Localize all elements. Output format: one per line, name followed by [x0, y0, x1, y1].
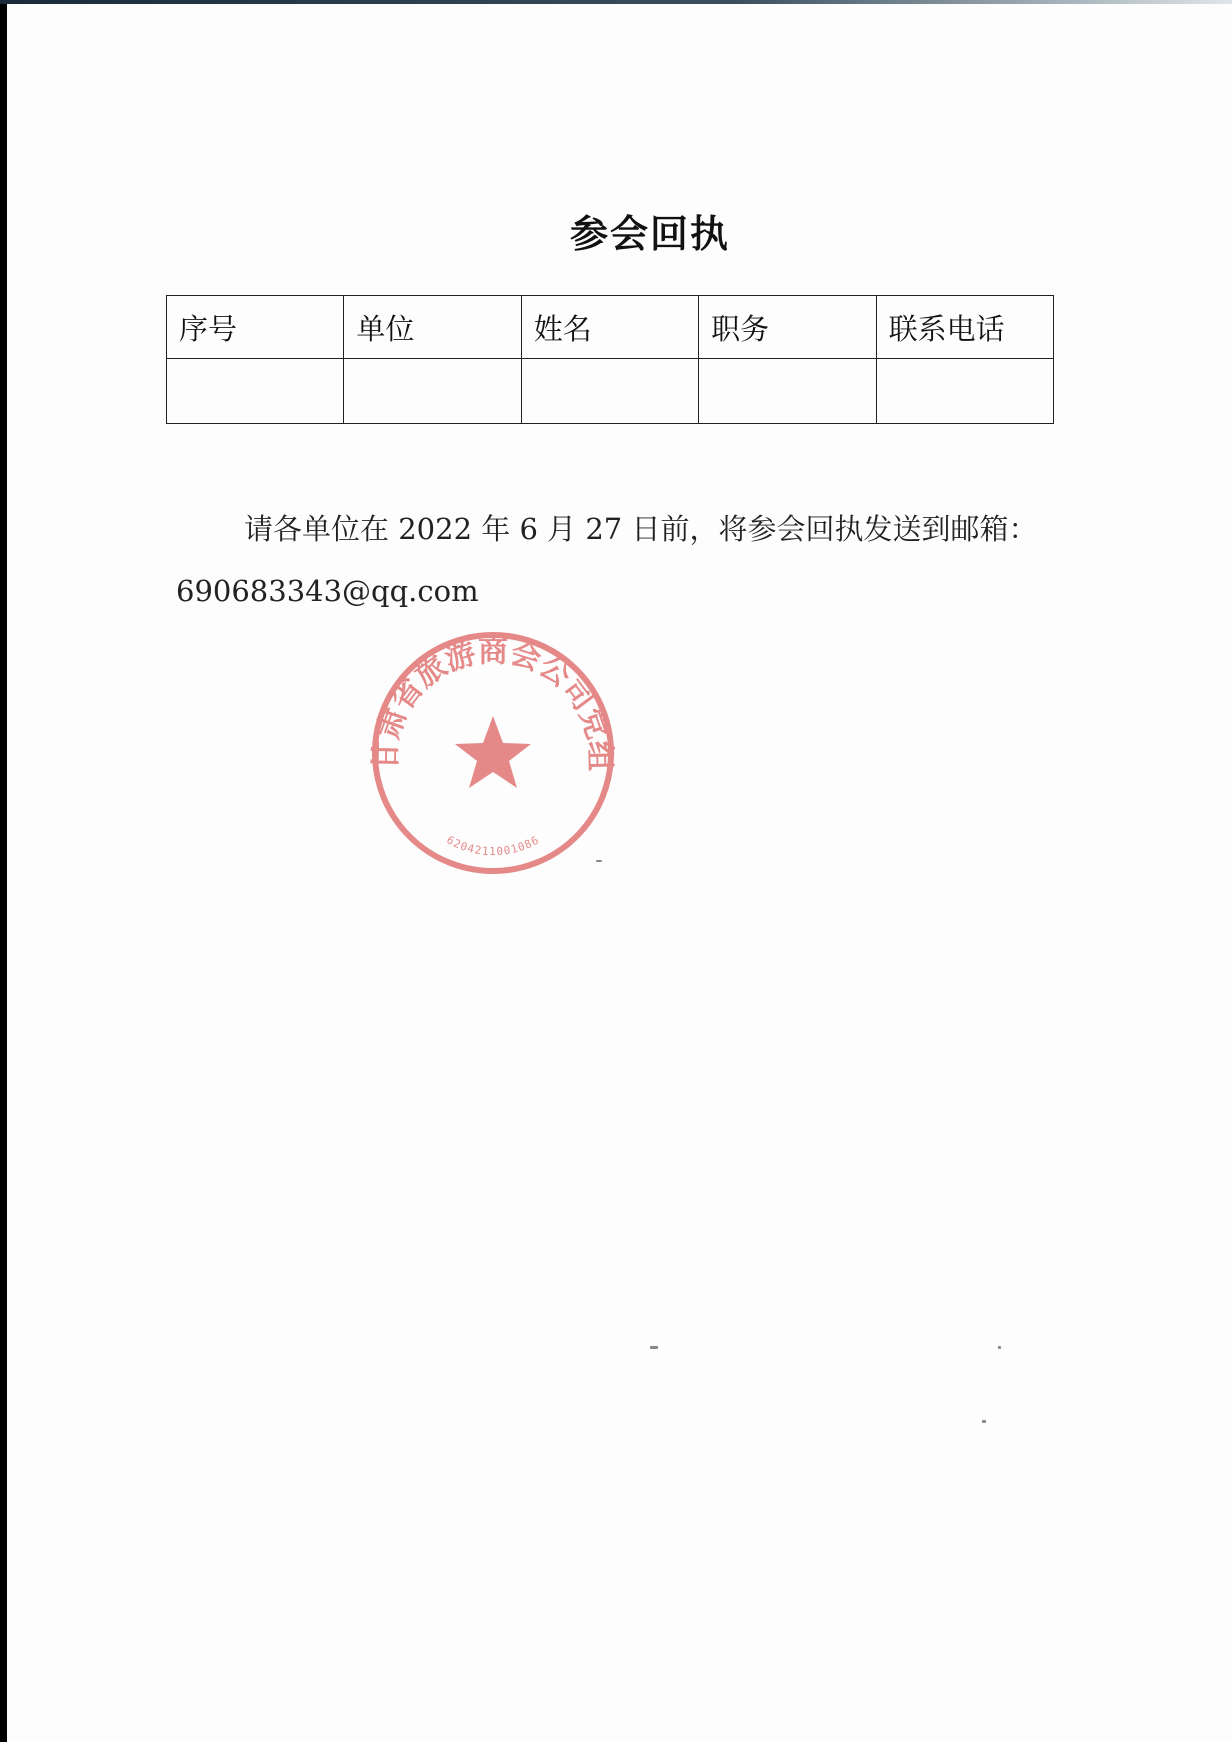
scan-speck [998, 1346, 1001, 1349]
header-position: 职务 [699, 296, 876, 359]
header-serial-number: 序号 [167, 296, 344, 359]
header-organization: 单位 [344, 296, 521, 359]
scan-speck [596, 860, 602, 862]
table-cell [344, 359, 521, 424]
table-cell [167, 359, 344, 424]
seal-ring-text: 甘肃省旅游商会公司党组 [368, 634, 618, 772]
scan-edge-left [0, 0, 7, 1742]
table-row [167, 359, 1054, 424]
table-cell [521, 359, 698, 424]
scan-speck [982, 1420, 986, 1423]
notice-paragraph [176, 498, 1116, 622]
receipt-table [166, 295, 1054, 424]
notice-text: 请各单位在 2022 年 6 月 27 日前，将参会回执发送到邮箱： [244, 512, 1038, 546]
scan-speck [650, 1346, 658, 1349]
official-seal-stamp [368, 628, 618, 878]
header-phone: 联系电话 [876, 296, 1053, 359]
table-cell [876, 359, 1053, 424]
table-cell [699, 359, 876, 424]
seal-star-icon [455, 716, 531, 788]
header-name: 姓名 [521, 296, 698, 359]
scan-edge-top [0, 0, 1232, 4]
seal-code-text: 6204211001086 [444, 833, 542, 859]
document-title: 参会回执 [569, 212, 730, 257]
table-header-row [167, 296, 1054, 359]
notice-email: 690683343@qq.com [176, 574, 479, 608]
